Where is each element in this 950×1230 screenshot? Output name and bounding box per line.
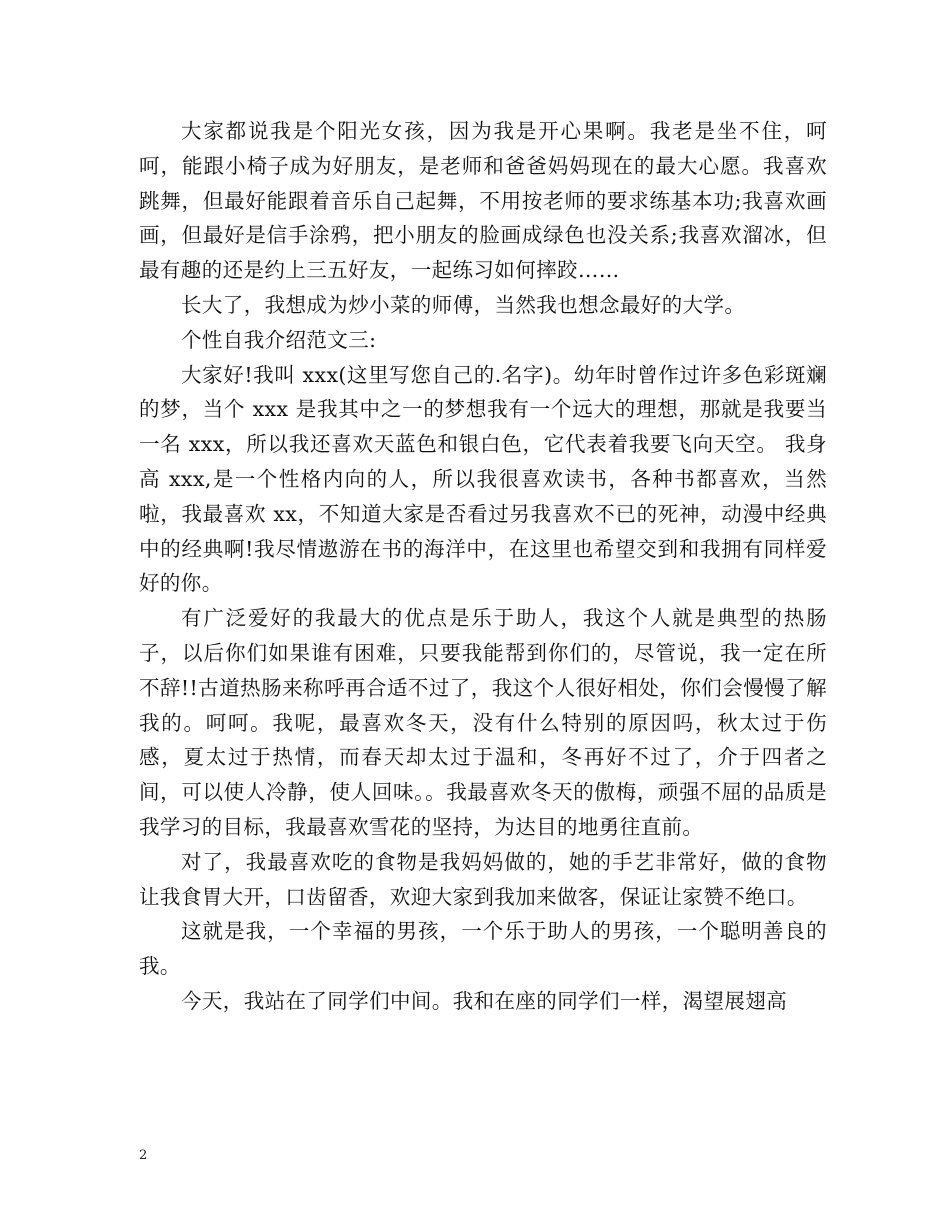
paragraph-grow-up: 长大了，我想成为炒小菜的师傅，当然我也想念最好的大学。 — [181, 292, 746, 317]
paragraph-today: 今天，我站在了同学们中间。我和在座的同学们一样，渴望展翅高 — [181, 988, 788, 1013]
paragraph-helpful: 有广泛爱好的我最大的优点是乐于助人，我这个人就是典型的热肠子，以后你们如果谁有困难，只要我能帮到你们的，尽管说，我一定在所不辞!!古道热肠来称呼再合适不过了，我这个人很好相处，你们会慢慢了解我的。呵呵。我呢，最喜欢冬天，没有什么特别的原因吗，秋太过于伤感，夏太过于热情，而春天却太过于温和，冬再好不过了，介于四者之间，可以使人冷静，使人回味。。我最喜欢冬天的傲梅，顽强不屈的品质是我学习的目标，我最喜欢雪花的坚持，为达目的地勇往直前。 — [139, 606, 827, 839]
paragraph-self-introduction: 大家好!我叫 xxx(这里写您自己的.名字)。幼年时曾作过许多色彩斑斓的梦，当个 xxx 是我其中之一的梦想我有一个远大的理想，那就是我要当一名 xxx，所以我还喜欢天蓝色和银白色，它代表着我要飞向天空。 我身高 xxx,是一个性格内向的人，所以我很喜欢读书，各种书都喜欢，当然啦，我最喜欢 xx，不知道大家是否看过另我喜欢不已的死神，动漫中经典中的经典啊!我尽情遨游在书的海洋中，在这里也希望交到和我拥有同样爱好的你。 — [139, 362, 827, 596]
paragraph-this-is-me: 这就是我，一个幸福的男孩，一个乐于助人的男孩，一个聪明善良的我。 — [139, 919, 827, 979]
section-heading-sample-three: 个性自我介绍范文三: — [181, 327, 377, 352]
page-number: 2 — [139, 1148, 148, 1163]
paragraph-sunshine-girl: 大家都说我是个阳光女孩，因为我是开心果啊。我老是坐不住，呵呵，能跟小椅子成为好朋友，是老师和爸爸妈妈现在的最大心愿。我喜欢跳舞，但最好能跟着音乐自己起舞，不用按老师的要求练基本功;我喜欢画画，但最好是信手涂鸦，把小朋友的脸画成绿色也没关系;我喜欢溜冰，但最有趣的还是约上三五好友，一起练习如何摔跤…… — [139, 119, 827, 283]
document-body — [139, 114, 827, 1019]
paragraph-favorite-food: 对了，我最喜欢吃的食物是我妈妈做的，她的手艺非常好，做的食物让我食胃大开，口齿留香，欢迎大家到我加来做客，保证让家赞不绝口。 — [139, 849, 827, 909]
